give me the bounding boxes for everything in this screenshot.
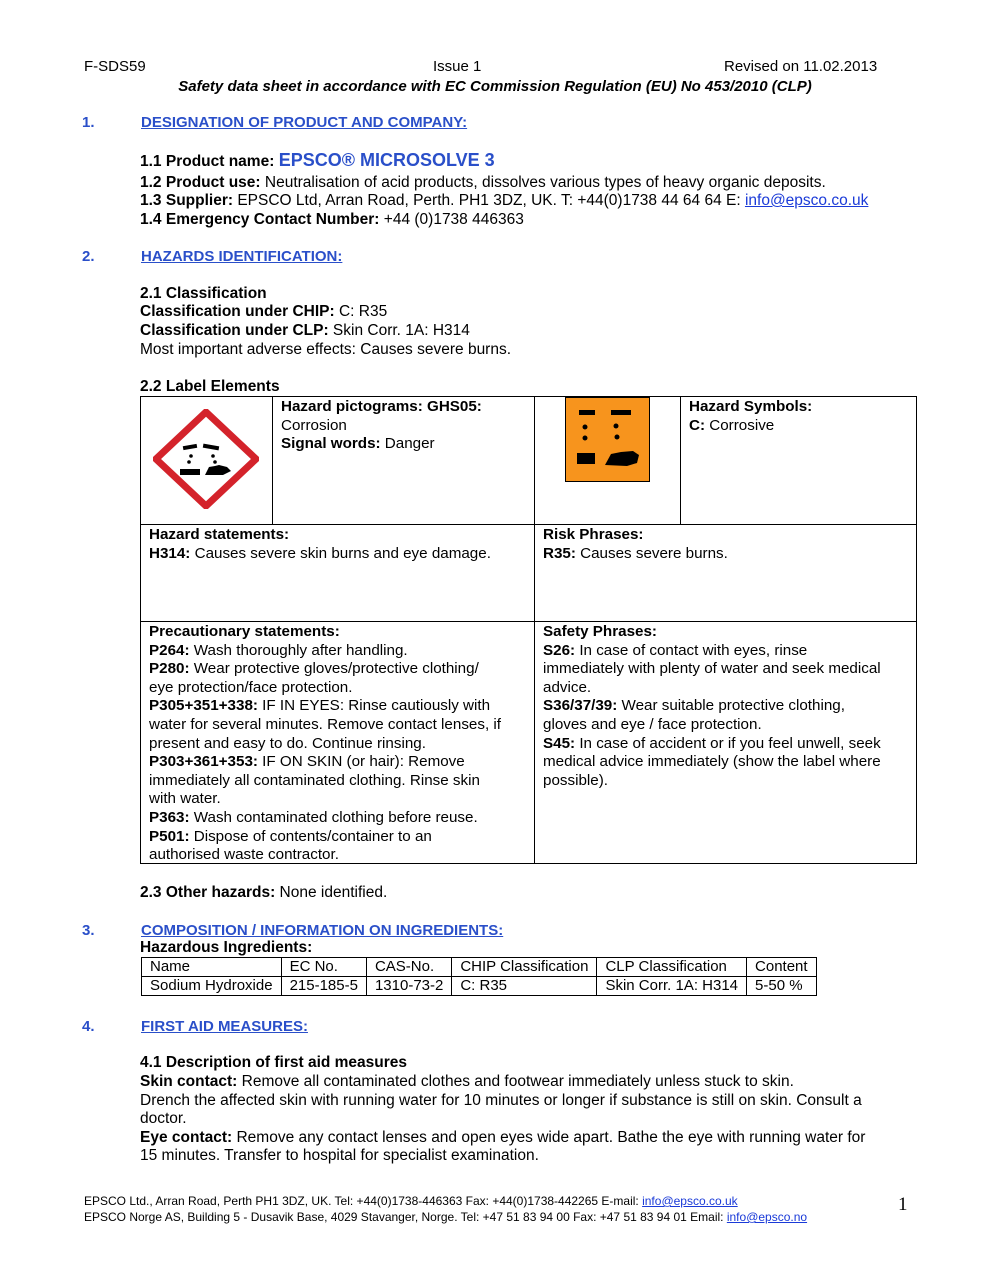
precautionary-line-text: Wear protective gloves/protective clothing/ [189, 660, 479, 678]
precautionary-line [149, 753, 501, 772]
section-3-number: 3. [82, 922, 95, 939]
skin-contact-label: Skin contact: [140, 1073, 238, 1090]
supplier-line [140, 192, 868, 211]
safety-phrase-line-code: S26: [543, 641, 576, 659]
hazard-symbols-cell [689, 398, 812, 435]
precautionary-line [149, 642, 501, 661]
product-use-line [140, 174, 826, 193]
product-name: EPSCO® MICROSOLVE 3 [278, 150, 495, 170]
clp-label: Classification under CLP: [140, 322, 329, 339]
hazard-symbol-code: C: [689, 416, 706, 434]
chip-text: C: R35 [334, 303, 388, 320]
precautionary-line-text: authorised waste contractor. [149, 846, 339, 864]
precautionary-line [149, 735, 501, 754]
column-header: CHIP Classification [452, 958, 597, 977]
safety-phrase-line-text: medical advice immediately (show the label where [543, 753, 881, 771]
pictograms-cell [281, 398, 482, 454]
product-name-label: 1.1 Product name: [140, 153, 279, 170]
eye-contact-label: Eye contact: [140, 1129, 233, 1146]
safety-phrase-line [543, 753, 881, 772]
precautionary-line-text: IF IN EYES: Rinse cautiously with [257, 697, 491, 715]
emergency-number: +44 (0)1738 446363 [379, 211, 524, 228]
pictograms-text: Corrosion [281, 416, 347, 434]
precautionary-line [149, 697, 501, 716]
precautionary-line-text: with water. [149, 790, 221, 808]
precautionary-line-text: Wash contaminated clothing before reuse. [189, 808, 478, 826]
hazard-statements-cell [149, 526, 491, 563]
precautionary-statements-cell [149, 623, 501, 865]
adverse-effects: Most important adverse effects: Causes severe burns. [140, 341, 512, 358]
risk-phrases-heading: Risk Phrases: [543, 526, 644, 543]
emergency-label: 1.4 Emergency Contact Number: [140, 211, 380, 228]
revised-date: Revised on 11.02.2013 [724, 58, 878, 75]
safety-phrase-line-text: In case of accident or if you feel unwell, seek [575, 734, 881, 752]
label-elements-heading: 2.2 Label Elements [140, 378, 280, 395]
h314-text: Causes severe skin burns and eye damage. [190, 544, 491, 562]
footer-norway-email-link[interactable]: info@epsco.no [726, 1210, 808, 1224]
section-1-title: DESIGNATION OF PRODUCT AND COMPANY: [141, 114, 468, 131]
safety-phrase-line-text: advice. [543, 678, 592, 696]
eye-contact-line [140, 1129, 865, 1148]
table-row [142, 977, 817, 996]
precautionary-line-code: P303+361+353: [149, 753, 258, 771]
precautionary-line-code: P305+351+338: [149, 697, 258, 715]
safety-phrase-line [543, 642, 881, 661]
safety-phrases-heading: Safety Phrases: [543, 623, 657, 640]
emergency-line [140, 211, 524, 230]
section-2-title: HAZARDS IDENTIFICATION: [141, 248, 343, 265]
product-use-label: 1.2 Product use: [140, 174, 261, 191]
footer-norway [84, 1210, 807, 1225]
signal-words-text: Danger [380, 435, 435, 453]
precautionary-heading: Precautionary statements: [149, 623, 340, 640]
precautionary-line-text: Wash thoroughly after handling. [189, 641, 408, 659]
section-2-number: 2. [82, 248, 95, 265]
precautionary-line [149, 716, 501, 735]
column-header: Name [142, 958, 282, 977]
safety-phrase-line-text: immediately with plenty of water and seek medical [543, 660, 881, 678]
issue: Issue 1 [433, 58, 482, 75]
precautionary-line [149, 790, 501, 809]
signal-words-label: Signal words: [281, 435, 381, 453]
first-aid-heading: 4.1 Description of first aid measures [140, 1054, 408, 1071]
r35-text: Causes severe burns. [575, 544, 728, 562]
footer-norway-text: EPSCO Norge AS, Building 5 - Dusavik Base, 4029 Stavanger, Norge. Tel: +47 51 83 94 00 Fax: +47 51 83 94 01 Email: [84, 1210, 727, 1224]
section-3-title: COMPOSITION / INFORMATION ON INGREDIENTS: [141, 922, 504, 939]
precautionary-line-code: P264: [149, 641, 190, 659]
safety-phrase-line-text: gloves and eye / face protection. [543, 715, 762, 733]
precautionary-line [149, 809, 501, 828]
table-cell: 1310-73-2 [366, 977, 451, 996]
eye-contact-text: Remove any contact lenses and open eyes wide apart. Bathe the eye with running water for [232, 1129, 866, 1146]
column-header: CLP Classification [597, 958, 747, 977]
h314-code: H314: [149, 544, 191, 562]
regulation-subtitle: Safety data sheet in accordance with EC Commission Regulation (EU) No 453/2010 (CLP) [178, 78, 812, 95]
precautionary-line-text: water for several minutes. Remove contact lenses, if [149, 715, 501, 733]
clp-text: Skin Corr. 1A: H314 [328, 322, 470, 339]
page-number: 1 [898, 1194, 908, 1215]
precautionary-line-text: present and easy to do. Continue rinsing. [149, 734, 426, 752]
corrosive-symbol-icon [565, 397, 650, 482]
skin-contact-text: Remove all contaminated clothes and footwear immediately unless stuck to skin. [237, 1073, 794, 1090]
safety-phrase-line-text: Wear suitable protective clothing, [617, 697, 845, 715]
skin-contact-line-3: doctor. [140, 1110, 187, 1127]
table-cell: Sodium Hydroxide [142, 977, 282, 996]
safety-phrase-line [543, 716, 881, 735]
ingredients-header-row [142, 958, 817, 977]
r35-code: R35: [543, 544, 576, 562]
safety-phrase-line [543, 735, 881, 754]
precautionary-line-text: Dispose of contents/container to an [189, 827, 432, 845]
ghs05-corrosion-pictogram-icon [153, 409, 259, 509]
ingredients-table [141, 957, 817, 996]
safety-phrase-line [543, 679, 881, 698]
footer-uk [84, 1194, 738, 1209]
hazard-symbol-text: Corrosive [705, 416, 775, 434]
hazard-statements-heading: Hazard statements: [149, 526, 290, 543]
table-cell: C: R35 [452, 977, 597, 996]
precautionary-line-text: IF ON SKIN (or hair): Remove [257, 753, 465, 771]
footer-uk-text: EPSCO Ltd., Arran Road, Perth PH1 3DZ, UK. Tel: +44(0)1738-446363 Fax: +44(0)1738-442265 E-mail: [84, 1194, 643, 1208]
supplier-label: 1.3 Supplier: [140, 192, 234, 209]
safety-phrase-line-text: In case of contact with eyes, rinse [575, 641, 808, 659]
safety-phrase-line [543, 697, 881, 716]
other-hazards-text: None identified. [275, 884, 388, 901]
precautionary-line [149, 846, 501, 865]
supplier-text: EPSCO Ltd, Arran Road, Perth. PH1 3DZ, UK. T: +44(0)1738 44 64 64 E: [233, 192, 745, 209]
chip-line [140, 303, 387, 322]
precautionary-line-text: eye protection/face protection. [149, 678, 353, 696]
supplier-email-link[interactable]: info@epsco.co.uk [744, 192, 869, 209]
hazardous-ingredients-heading: Hazardous Ingredients: [140, 939, 313, 956]
table-cell: 5-50 % [747, 977, 817, 996]
precautionary-line [149, 772, 501, 791]
precautionary-line [149, 828, 501, 847]
chip-label: Classification under CHIP: [140, 303, 335, 320]
section-4-title: FIRST AID MEASURES: [141, 1018, 308, 1035]
safety-phrases-cell [543, 623, 881, 790]
column-header: CAS-No. [366, 958, 451, 977]
doc-code: F-SDS59 [84, 58, 146, 75]
precautionary-line-code: P280: [149, 660, 190, 678]
safety-phrases-list [543, 642, 881, 791]
precautionary-line [149, 660, 501, 679]
safety-phrase-line-code: S45: [543, 734, 576, 752]
precautionary-line-text: immediately all contaminated clothing. Rinse skin [149, 771, 480, 789]
section-1-number: 1. [82, 114, 95, 131]
table-cell: Skin Corr. 1A: H314 [597, 977, 747, 996]
other-hazards-line [140, 884, 387, 903]
product-name-line [140, 151, 495, 172]
eye-contact-line-2: 15 minutes. Transfer to hospital for specialist examination. [140, 1147, 539, 1164]
skin-contact-line-2: Drench the affected skin with running water for 10 minutes or longer if substance is still on skin. Consult a [140, 1092, 862, 1109]
skin-contact-line [140, 1073, 794, 1092]
precautionary-line [149, 679, 501, 698]
risk-phrases-cell [543, 526, 728, 563]
column-header: EC No. [281, 958, 366, 977]
clp-line [140, 322, 470, 341]
precautionary-line-code: P363: [149, 808, 190, 826]
safety-phrase-line [543, 772, 881, 791]
classification-heading: 2.1 Classification [140, 285, 267, 302]
other-hazards-label: 2.3 Other hazards: [140, 884, 276, 901]
hazard-symbols-label: Hazard Symbols: [689, 398, 813, 415]
safety-phrase-line-code: S36/37/39: [543, 697, 618, 715]
footer-uk-email-link[interactable]: info@epsco.co.uk [642, 1194, 738, 1208]
table-cell: 215-185-5 [281, 977, 366, 996]
safety-phrase-line [543, 660, 881, 679]
section-4-number: 4. [82, 1018, 95, 1035]
product-use-text: Neutralisation of acid products, dissolves various types of heavy organic deposits. [260, 174, 826, 191]
column-header: Content [747, 958, 817, 977]
pictograms-label: Hazard pictograms: GHS05: [281, 398, 482, 415]
precautionary-list [149, 642, 501, 865]
precautionary-line-code: P501: [149, 827, 190, 845]
safety-phrase-line-text: possible). [543, 771, 608, 789]
